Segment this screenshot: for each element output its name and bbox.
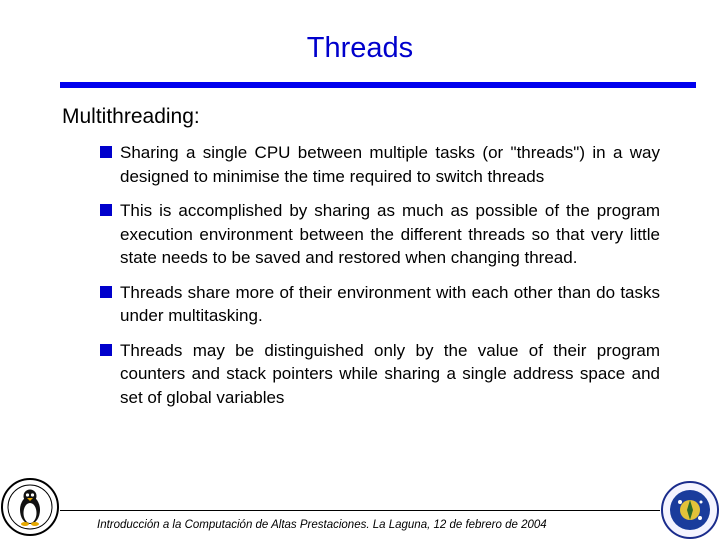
bullet-text: This is accomplished by sharing as much as possible of the program execution environment between the different threads so that very little state needs to be saved and restored when changing thread.	[120, 201, 660, 267]
title-divider	[60, 82, 696, 88]
bullet-item	[98, 281, 660, 328]
bullet-text: Threads may be distinguished only by the value of their program counters and stack pointers while sharing a single address space and set of global variables	[120, 340, 660, 407]
bullet-list	[98, 141, 660, 420]
bullet-text: Threads share more of their environment with each other than do tasks under multitasking.	[120, 282, 660, 325]
footer-caption: Introducción a la Computación de Altas Prestaciones. La Laguna, 12 de febrero de 2004	[97, 519, 547, 531]
university-seal-logo-icon	[655, 480, 720, 540]
bullet-square-icon	[100, 204, 112, 216]
bullet-square-icon	[100, 146, 112, 158]
bullet-item	[98, 141, 660, 188]
slide-title: Threads	[306, 32, 414, 64]
bullet-square-icon	[100, 344, 112, 356]
bullet-item	[98, 199, 660, 270]
bullet-text: Sharing a single CPU between multiple tasks (or "threads") in a way designed to minimise the time required to switch threads	[120, 143, 660, 186]
section-heading: Multithreading:	[62, 105, 200, 128]
footer-divider	[60, 510, 660, 511]
bullet-square-icon	[100, 286, 112, 298]
linux-penguin-logo-icon	[0, 474, 60, 540]
bullet-item	[98, 339, 660, 410]
